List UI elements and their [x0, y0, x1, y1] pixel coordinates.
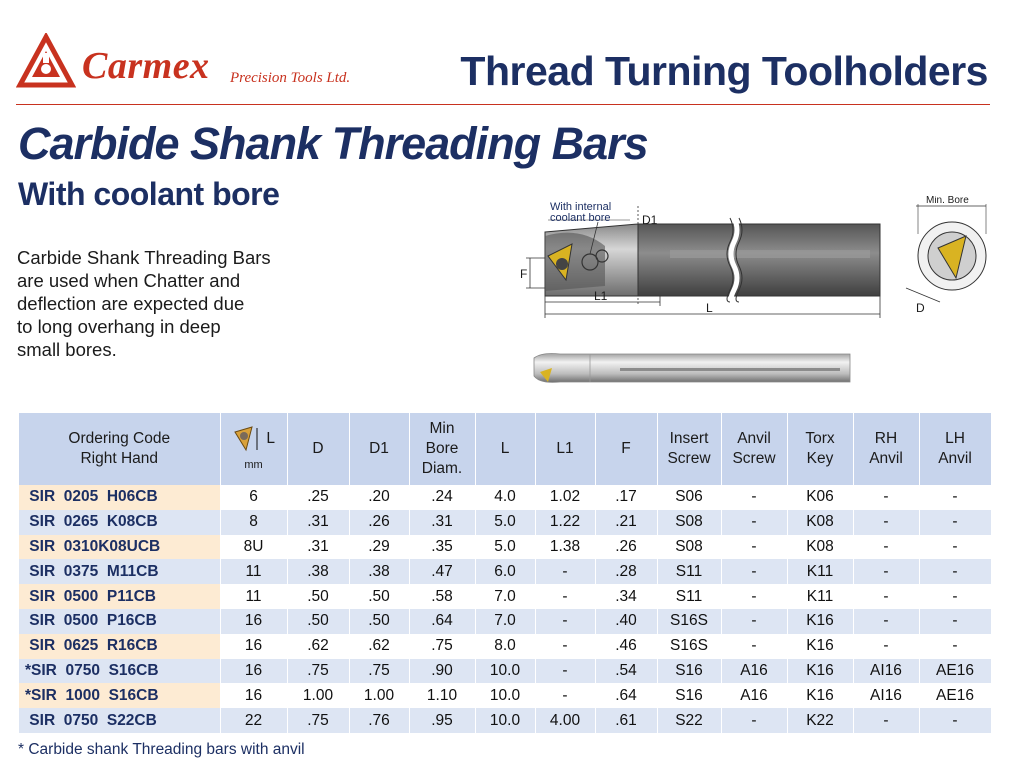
cell-l1: 1.02 — [535, 485, 595, 510]
cell-rh-anvil: - — [853, 510, 919, 535]
cell-d: .31 — [287, 535, 349, 560]
insert-size-icon — [232, 424, 262, 454]
cell-anvil-screw: A16 — [721, 659, 787, 684]
spec-table — [19, 413, 992, 733]
cell-min-bore: .75 — [409, 634, 475, 659]
cell-min-bore: .90 — [409, 659, 475, 684]
cell-d: .75 — [287, 659, 349, 684]
cell-length: 10.0 — [475, 683, 535, 708]
cell-rh-anvil: - — [853, 609, 919, 634]
table-row — [19, 485, 991, 510]
cell-rh-anvil: - — [853, 584, 919, 609]
cell-length: 10.0 — [475, 659, 535, 684]
dim-d1: D1 — [642, 213, 658, 227]
table-row — [19, 683, 991, 708]
cell-lh-anvil: - — [919, 609, 991, 634]
col-d1: D1 — [349, 413, 409, 485]
cell-l1: - — [535, 683, 595, 708]
cell-lh-anvil: - — [919, 559, 991, 584]
col-anvil-screw: Anvil Screw — [721, 413, 787, 485]
cell-f: .17 — [595, 485, 657, 510]
cell-min-bore: .35 — [409, 535, 475, 560]
cell-l: 11 — [220, 584, 287, 609]
cell-length: 6.0 — [475, 559, 535, 584]
cell-d1: .20 — [349, 485, 409, 510]
description-line: small bores. — [17, 339, 117, 360]
cell-d: .25 — [287, 485, 349, 510]
coolant-label-1: With internal — [550, 201, 612, 213]
cell-d1: .38 — [349, 559, 409, 584]
cell-code: SIR 0265 K08CB — [19, 510, 220, 535]
cell-length: 5.0 — [475, 510, 535, 535]
cell-torx-key: K08 — [787, 535, 853, 560]
table-row — [19, 659, 991, 684]
cell-f: .26 — [595, 535, 657, 560]
cell-l1: 1.22 — [535, 510, 595, 535]
cell-length: 8.0 — [475, 634, 535, 659]
cell-rh-anvil: - — [853, 485, 919, 510]
cell-torx-key: K16 — [787, 609, 853, 634]
col-insert-size: L mm — [220, 413, 287, 485]
cell-code: SIR 0625 R16CB — [19, 634, 220, 659]
table-row — [19, 609, 991, 634]
cell-anvil-screw: - — [721, 535, 787, 560]
table-row — [19, 584, 991, 609]
cell-min-bore: .95 — [409, 708, 475, 733]
cell-l: 8 — [220, 510, 287, 535]
cell-d: 1.00 — [287, 683, 349, 708]
cell-min-bore: .24 — [409, 485, 475, 510]
cell-l: 22 — [220, 708, 287, 733]
cell-lh-anvil: - — [919, 485, 991, 510]
cell-l: 8U — [220, 535, 287, 560]
cell-d: .31 — [287, 510, 349, 535]
cell-torx-key: K08 — [787, 510, 853, 535]
cell-length: 10.0 — [475, 708, 535, 733]
cell-lh-anvil: - — [919, 510, 991, 535]
cell-code: SIR 0375 M11CB — [19, 559, 220, 584]
toolholder-photo — [530, 348, 852, 390]
cell-d1: .75 — [349, 659, 409, 684]
cell-l1: 1.38 — [535, 535, 595, 560]
cell-f: .54 — [595, 659, 657, 684]
cell-l: 16 — [220, 609, 287, 634]
cell-d1: .76 — [349, 708, 409, 733]
toolholder-diagram — [520, 196, 1000, 326]
cell-d1: 1.00 — [349, 683, 409, 708]
cell-insert-screw: S11 — [657, 559, 721, 584]
cell-rh-anvil: - — [853, 708, 919, 733]
cell-torx-key: K16 — [787, 659, 853, 684]
cell-anvil-screw: A16 — [721, 683, 787, 708]
cell-length: 4.0 — [475, 485, 535, 510]
col-l1: L1 — [535, 413, 595, 485]
cell-f: .21 — [595, 510, 657, 535]
cell-lh-anvil: AE16 — [919, 683, 991, 708]
cell-l1: - — [535, 634, 595, 659]
cell-code: *SIR 0750 S16CB — [19, 659, 220, 684]
cell-rh-anvil: - — [853, 559, 919, 584]
cell-code: SIR 0205 H06CB — [19, 485, 220, 510]
cell-min-bore: .31 — [409, 510, 475, 535]
cell-l1: - — [535, 559, 595, 584]
coolant-label-2: coolant bore — [550, 212, 611, 224]
cell-length: 5.0 — [475, 535, 535, 560]
cell-rh-anvil: AI16 — [853, 683, 919, 708]
brand-name: Carmex — [82, 45, 210, 87]
table-row — [19, 510, 991, 535]
min-bore-label: Min. Bore — [926, 196, 969, 206]
cell-rh-anvil: - — [853, 535, 919, 560]
cell-d: .50 — [287, 609, 349, 634]
cell-anvil-screw: - — [721, 510, 787, 535]
cell-d1: .50 — [349, 584, 409, 609]
cell-insert-screw: S16 — [657, 659, 721, 684]
cell-insert-screw: S06 — [657, 485, 721, 510]
cell-l: 6 — [220, 485, 287, 510]
cell-insert-screw: S08 — [657, 510, 721, 535]
table-row — [19, 559, 991, 584]
table-row — [19, 535, 991, 560]
cell-anvil-screw: - — [721, 708, 787, 733]
cell-rh-anvil: AI16 — [853, 659, 919, 684]
cell-f: .28 — [595, 559, 657, 584]
cell-anvil-screw: - — [721, 485, 787, 510]
header-divider — [16, 104, 990, 105]
cell-f: .46 — [595, 634, 657, 659]
table-header-row — [19, 413, 991, 485]
dim-l1: L1 — [594, 289, 608, 303]
cell-rh-anvil: - — [853, 634, 919, 659]
table-row — [19, 634, 991, 659]
cell-code: SIR 0310K08UCB — [19, 535, 220, 560]
cell-d1: .26 — [349, 510, 409, 535]
cell-insert-screw: S16 — [657, 683, 721, 708]
cell-code: *SIR 1000 S16CB — [19, 683, 220, 708]
cell-d1: .50 — [349, 609, 409, 634]
cell-f: .34 — [595, 584, 657, 609]
cell-d1: .62 — [349, 634, 409, 659]
col-l: L — [475, 413, 535, 485]
main-title: Carbide Shank Threading Bars — [18, 118, 648, 169]
cell-d: .50 — [287, 584, 349, 609]
cell-code: SIR 0500 P16CB — [19, 609, 220, 634]
col-torx-key: Torx Key — [787, 413, 853, 485]
cell-anvil-screw: - — [721, 584, 787, 609]
cell-l: 16 — [220, 634, 287, 659]
cell-insert-screw: S22 — [657, 708, 721, 733]
cell-lh-anvil: - — [919, 584, 991, 609]
cell-code: SIR 0500 P11CB — [19, 584, 220, 609]
cell-insert-screw: S08 — [657, 535, 721, 560]
cell-torx-key: K22 — [787, 708, 853, 733]
description-line: to long overhang in deep — [17, 316, 221, 337]
cell-lh-anvil: - — [919, 535, 991, 560]
cell-anvil-screw: - — [721, 634, 787, 659]
cell-min-bore: .47 — [409, 559, 475, 584]
cell-min-bore: .58 — [409, 584, 475, 609]
cell-insert-screw: S16S — [657, 634, 721, 659]
table-row — [19, 708, 991, 733]
page-title: Thread Turning Toolholders — [460, 48, 988, 94]
carmex-logo-icon — [16, 33, 76, 89]
cell-lh-anvil: - — [919, 634, 991, 659]
col-lh-anvil: LH Anvil — [919, 413, 991, 485]
col-f: F — [595, 413, 657, 485]
cell-anvil-screw: - — [721, 609, 787, 634]
description-line: are used when Chatter and — [17, 270, 241, 291]
description — [17, 246, 317, 361]
cell-l: 16 — [220, 659, 287, 684]
dim-d: D — [916, 301, 925, 315]
cell-d: .75 — [287, 708, 349, 733]
dim-l: L — [706, 301, 713, 315]
cell-d: .62 — [287, 634, 349, 659]
cell-torx-key: K11 — [787, 559, 853, 584]
cell-min-bore: .64 — [409, 609, 475, 634]
cell-insert-screw: S11 — [657, 584, 721, 609]
cell-lh-anvil: AE16 — [919, 659, 991, 684]
footnote: * Carbide shank Threading bars with anvil — [18, 741, 305, 758]
col-min-bore: Min Bore Diam. — [409, 413, 475, 485]
dim-f: F — [520, 267, 528, 281]
description-line: deflection are expected due — [17, 293, 245, 314]
col-d: D — [287, 413, 349, 485]
cell-anvil-screw: - — [721, 559, 787, 584]
cell-d: .38 — [287, 559, 349, 584]
cell-l1: - — [535, 584, 595, 609]
cell-l: 11 — [220, 559, 287, 584]
cell-length: 7.0 — [475, 609, 535, 634]
cell-length: 7.0 — [475, 584, 535, 609]
brand-subtitle: Precision Tools Ltd. — [230, 70, 351, 86]
col-insert-screw: Insert Screw — [657, 413, 721, 485]
cell-l1: 4.00 — [535, 708, 595, 733]
cell-code: SIR 0750 S22CB — [19, 708, 220, 733]
cell-lh-anvil: - — [919, 708, 991, 733]
cell-l1: - — [535, 609, 595, 634]
sub-title: With coolant bore — [18, 176, 280, 212]
col-ordering-code: Ordering Code Right Hand — [19, 413, 220, 485]
description-line: Carbide Shank Threading Bars — [17, 247, 271, 268]
cell-f: .61 — [595, 708, 657, 733]
cell-torx-key: K11 — [787, 584, 853, 609]
cell-torx-key: K06 — [787, 485, 853, 510]
cell-f: .40 — [595, 609, 657, 634]
col-rh-anvil: RH Anvil — [853, 413, 919, 485]
cell-l: 16 — [220, 683, 287, 708]
cell-d1: .29 — [349, 535, 409, 560]
cell-min-bore: 1.10 — [409, 683, 475, 708]
cell-torx-key: K16 — [787, 683, 853, 708]
cell-l1: - — [535, 659, 595, 684]
cell-torx-key: K16 — [787, 634, 853, 659]
cell-insert-screw: S16S — [657, 609, 721, 634]
cell-f: .64 — [595, 683, 657, 708]
